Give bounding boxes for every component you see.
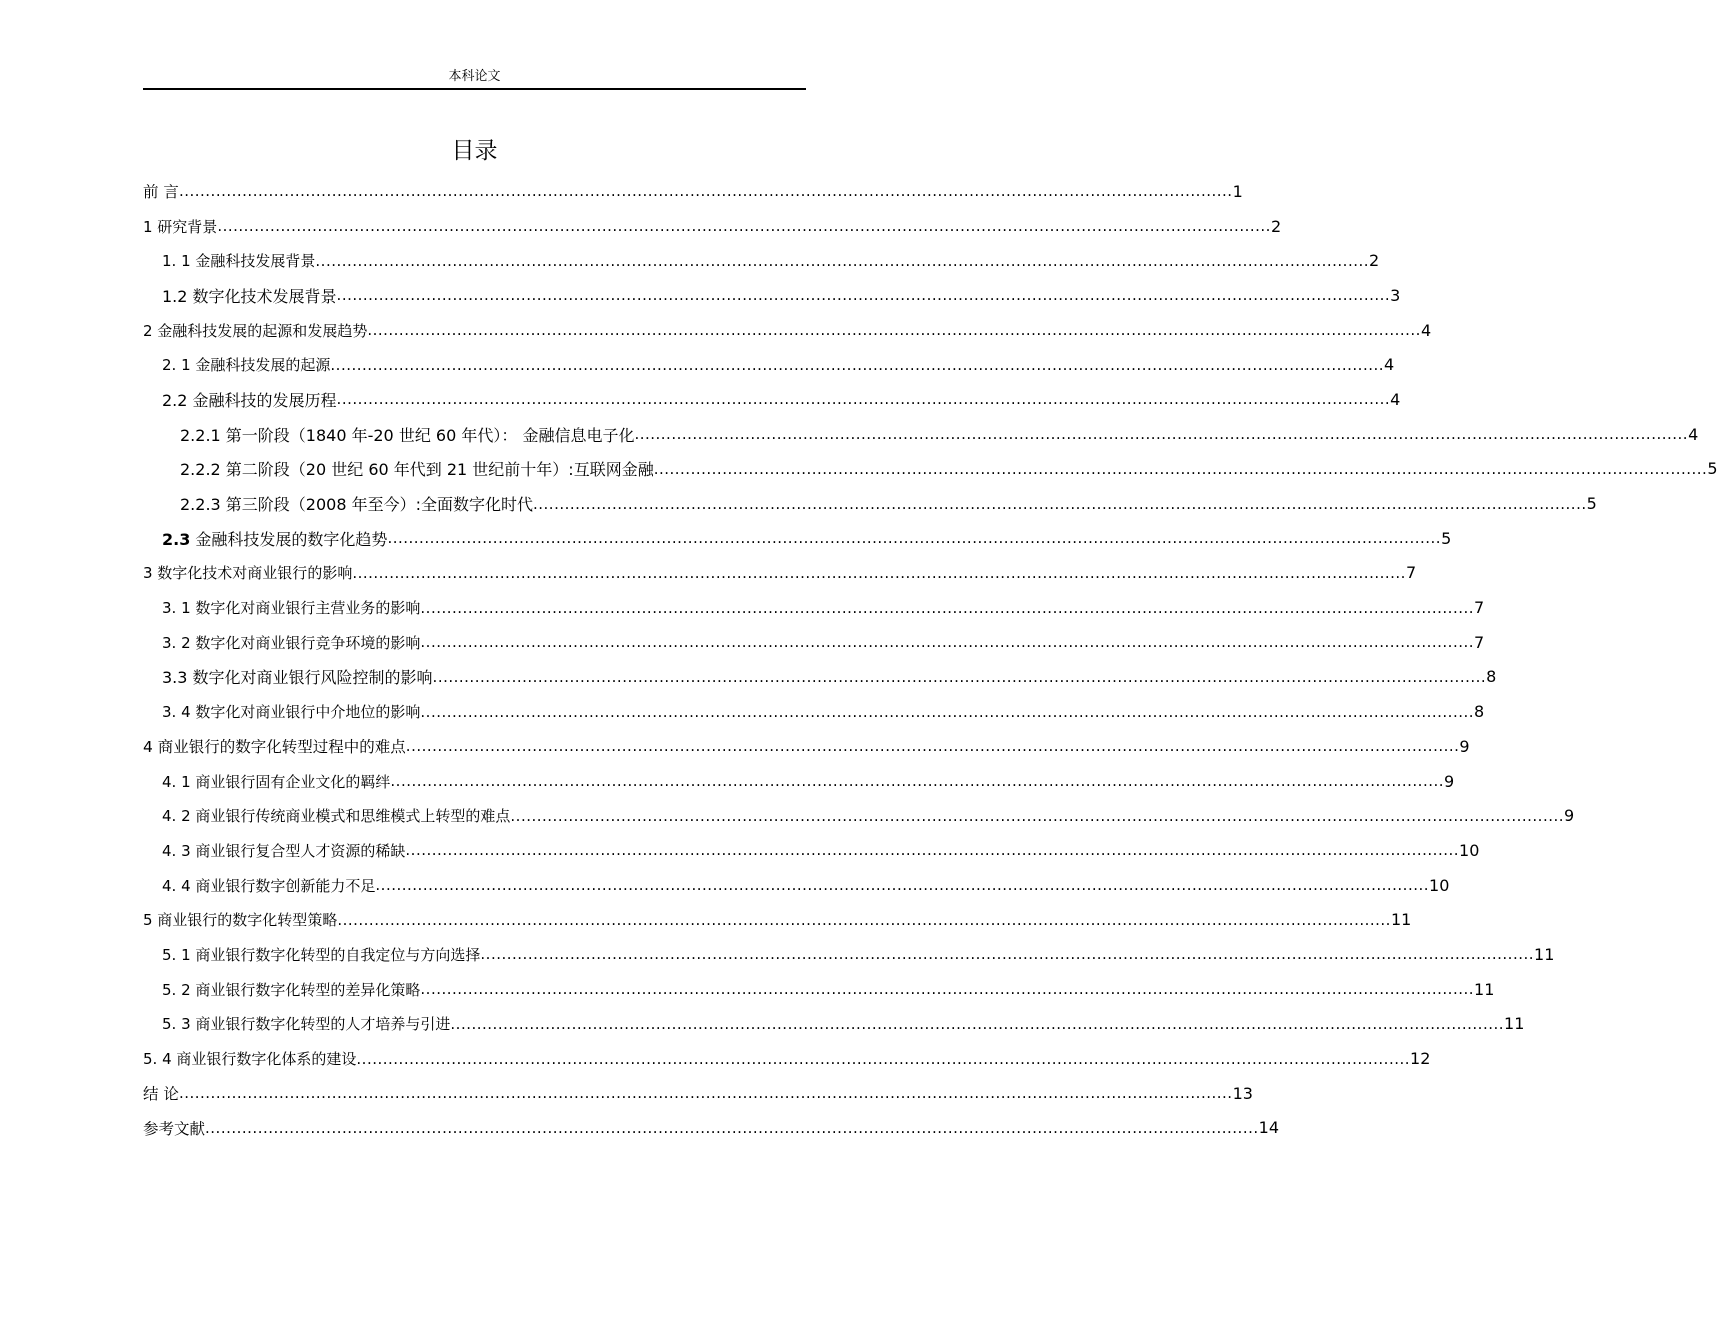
toc-entry[interactable]: 4. 4 商业银行数字创新能力不足 ........................................................................................................................................................................................................ 10 [162,875,1450,895]
toc-entry[interactable]: 3. 2 数字化对商业银行竞争环境的影响 ........................................................................................................................................................................................................ 7 [162,632,1485,652]
toc-title: 目录 [451,138,498,164]
toc-entry[interactable]: 2.2.1 第一阶段（1840 年-20 世纪 60 年代）： 金融信息电子化 ........................................................................................................................................................................................................ 4 [180,424,1699,445]
dot-leader: ........................................................................................................................................................................................................ [420,702,1475,721]
toc-entry[interactable]: 2.2.2 第二阶段（20 世纪 60 年代到 21 世纪前十年）:互联网金融 ........................................................................................................................................................................................................ 5 [180,459,1718,480]
toc-entry[interactable]: 2.2.3 第三阶段（2008 年至今）:全面数字化时代 ........................................................................................................................................................................................................ 5 [180,494,1597,515]
dot-leader: ........................................................................................................................................................................................................ [432,667,1487,686]
toc-entry[interactable]: 前 言 ........................................................................................................................................................................................................ 1 [143,181,1243,202]
toc-entry[interactable]: 参考文献 ........................................................................................................................................................................................................ 14 [143,1118,1279,1138]
dot-leader: ........................................................................................................................................................................................................ [217,217,1271,236]
toc-entry[interactable]: 1. 1 金融科技发展背景 ........................................................................................................................................................................................................ 2 [162,251,1380,271]
dot-leader: ........................................................................................................................................................................................................ [420,980,1475,999]
toc-entry[interactable]: 3 数字化技术对商业银行的影响 ........................................................................................................................................................................................................ 7 [143,563,1417,583]
dot-leader: ........................................................................................................................................................................................................ [533,494,1587,513]
toc-entry[interactable]: 4. 1 商业银行固有企业文化的羁绊 ........................................................................................................................................................................................................ 9 [162,771,1455,791]
toc-entry[interactable]: 5. 1 商业银行数字化转型的自我定位与方向选择 ........................................................................................................................................................................................................ 11 [162,944,1555,964]
toc-entry[interactable]: 4 商业银行的数字化转型过程中的难点 ........................................................................................................................................................................................................ 9 [143,736,1470,757]
toc-entry[interactable]: 3. 1 数字化对商业银行主营业务的影响 ........................................................................................................................................................................................................ 7 [162,598,1485,618]
dot-leader: ........................................................................................................................................................................................................ [367,321,1421,340]
toc-entry[interactable]: 1 研究背景 ........................................................................................................................................................................................................ 2 [143,216,1282,236]
toc-entry[interactable]: 3.3 数字化对商业银行风险控制的影响 ........................................................................................................................................................................................................ 8 [162,667,1497,688]
dot-leader: ........................................................................................................................................................................................................ [634,425,1689,444]
dot-leader: ........................................................................................................................................................................................................ [336,286,1391,305]
toc-entry[interactable]: 4. 2 商业银行传统商业模式和思维模式上转型的难点 ........................................................................................................................................................................................................ 9 [162,806,1575,826]
dot-leader: ........................................................................................................................................................................................................ [387,529,1442,548]
dot-leader: ........................................................................................................................................................................................................ [405,841,1460,860]
toc-entry[interactable]: 3. 4 数字化对商业银行中介地位的影响 ........................................................................................................................................................................................................ 8 [162,702,1485,722]
dot-leader: ........................................................................................................................................................................................................ [510,806,1565,825]
toc-entry[interactable]: 5. 4 商业银行数字化体系的建设 ........................................................................................................................................................................................................ 12 [143,1049,1431,1069]
dot-leader: ........................................................................................................................................................................................................ [450,1014,1505,1033]
running-header: 本科论文 [448,69,501,84]
toc-entry[interactable]: 4. 3 商业银行复合型人才资源的稀缺 ........................................................................................................................................................................................................ 10 [162,840,1480,860]
dot-leader: ........................................................................................................................................................................................................ [337,910,1391,929]
dot-leader: ........................................................................................................................................................................................................ [178,182,1233,201]
dot-leader: ........................................................................................................................................................................................................ [653,459,1708,478]
dot-leader: ........................................................................................................................................................................................................ [336,390,1391,409]
toc-entry[interactable]: 5. 2 商业银行数字化转型的差异化策略 ........................................................................................................................................................................................................ 11 [162,979,1495,999]
dot-leader: ........................................................................................................................................................................................................ [480,945,1535,964]
dot-leader: ........................................................................................................................................................................................................ [405,737,1460,756]
dot-leader: ........................................................................................................................................................................................................ [420,633,1475,652]
dot-leader: ........................................................................................................................................................................................................ [390,772,1445,791]
dot-leader: ........................................................................................................................................................................................................ [375,876,1430,895]
toc-entry[interactable]: 2.3 金融科技发展的数字化趋势 ........................................................................................................................................................................................................ 5 [162,528,1452,549]
dot-leader: ........................................................................................................................................................................................................ [420,598,1475,617]
toc-list [143,174,1718,1145]
header-rule [143,88,806,90]
toc-entry[interactable]: 2. 1 金融科技发展的起源 ........................................................................................................................................................................................................ 4 [162,355,1395,375]
dot-leader: ........................................................................................................................................................................................................ [330,355,1385,374]
dot-leader: ........................................................................................................................................................................................................ [352,563,1406,582]
dot-leader: ........................................................................................................................................................................................................ [315,251,1370,270]
toc-entry[interactable]: 结 论 ........................................................................................................................................................................................................ 13 [143,1083,1253,1104]
toc-entry[interactable]: 5 商业银行的数字化转型策略 ........................................................................................................................................................................................................ 11 [143,910,1412,930]
dot-leader: ........................................................................................................................................................................................................ [178,1084,1233,1103]
dot-leader: ........................................................................................................................................................................................................ [356,1049,1411,1068]
toc-entry[interactable]: 2.2 金融科技的发展历程 ........................................................................................................................................................................................................ 4 [162,389,1401,410]
toc-entry[interactable]: 2 金融科技发展的起源和发展趋势 ........................................................................................................................................................................................................ 4 [143,320,1432,340]
toc-entry[interactable]: 1.2 数字化技术发展背景 ........................................................................................................................................................................................................ 3 [162,285,1401,306]
dot-leader: ........................................................................................................................................................................................................ [205,1118,1259,1137]
toc-entry[interactable]: 5. 3 商业银行数字化转型的人才培养与引进 ........................................................................................................................................................................................................ 11 [162,1014,1525,1034]
